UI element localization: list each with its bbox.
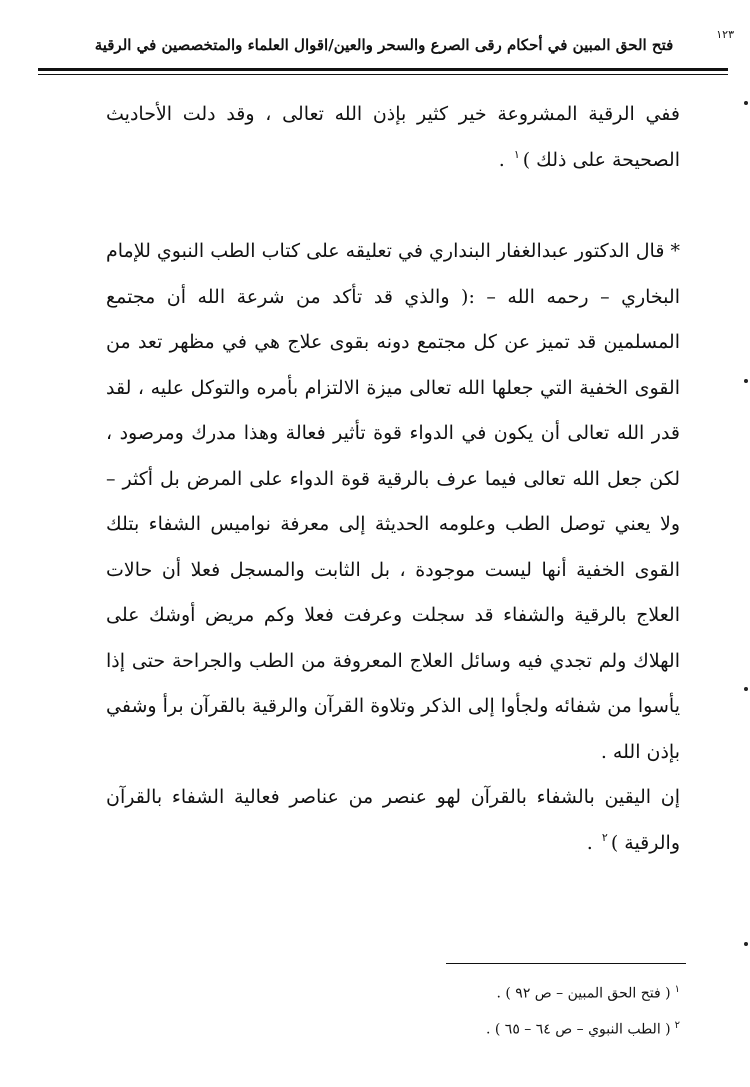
page-number: ١٢٣ bbox=[716, 28, 734, 41]
scan-speck bbox=[744, 101, 748, 105]
header-title: فتح الحق المبين في أحكام رقى الصرع والسحر والعين/اقوال العلماء والمتخصصين في الرقية bbox=[94, 36, 674, 54]
footnote-1: $^١$( فتح الحق المبين – ص ٩٢ ) . bbox=[496, 984, 680, 1002]
footnote-ref-1[interactable]: ١ bbox=[513, 148, 520, 162]
paragraph-2: * قال الدكتور عبدالغفار البنداري في تعليقه على كتاب الطب النبوي للإمام البخاري – رحمه الله – :( والذي قد تأكد من شرعة الله أن مجتمع المسلمين قد تميز عن كل مجتمع دونه بقوى علاج هي في مظهر تعد من القوى الخفية التي جعلها الله تعالى ميزة الالتزام بأمره والتوكل عليه ، لقد قدر الله تعالى أن يكون في الدواء قوة تأثير فعالة وهذا مدرك ومرصود ، لكن جعل الله تعالى فيما عرف بالرقية قوة الدواء على المرض بل أكثر – ولا يعني توصل الطب وعلومه الحديثة إلى معرفة نواميس الشفاء بتلك القوى الخفية أنها ليست موجودة ، بل الثابت والمسجل فعلا أن حالات العلاج بالرقية والشفاء قد سجلت وعرفت فعلا وكم مريض أوشك على الهلاك ولم تجدي فيه وسائل العلاج المعروفة من الطب والجراحة حتى إذا يأسوا من شفائه ولجأوا إلى الذكر وتلاوة القرآن والرقية بالقرآن برأ وشفي بإذن الله . bbox=[106, 240, 680, 763]
footnote-separator bbox=[446, 963, 686, 964]
running-header bbox=[40, 28, 734, 68]
scan-speck bbox=[744, 379, 748, 383]
footnotes bbox=[486, 974, 680, 1045]
body-text bbox=[106, 92, 680, 866]
footnote-ref-2[interactable]: ٢ bbox=[601, 831, 608, 845]
footnote-2: $^٢$( الطب النبوي – ص ٦٤ – ٦٥ ) . bbox=[485, 1019, 680, 1038]
paragraph-1: ففي الرقية المشروعة خير كثير بإذن الله تعالى ، وقد دلت الأحاديث الصحيحة على ذلك )$^١$ . bbox=[106, 103, 680, 171]
header-rule-thin bbox=[38, 74, 728, 75]
scan-speck bbox=[744, 687, 748, 691]
scan-speck bbox=[744, 942, 748, 946]
header-rule-thick bbox=[38, 68, 728, 71]
paragraph-3: إن اليقين بالشفاء بالقرآن لهو عنصر من عناصر فعالية الشفاء بالقرآن والرقية )$^٢$ . bbox=[106, 786, 680, 854]
